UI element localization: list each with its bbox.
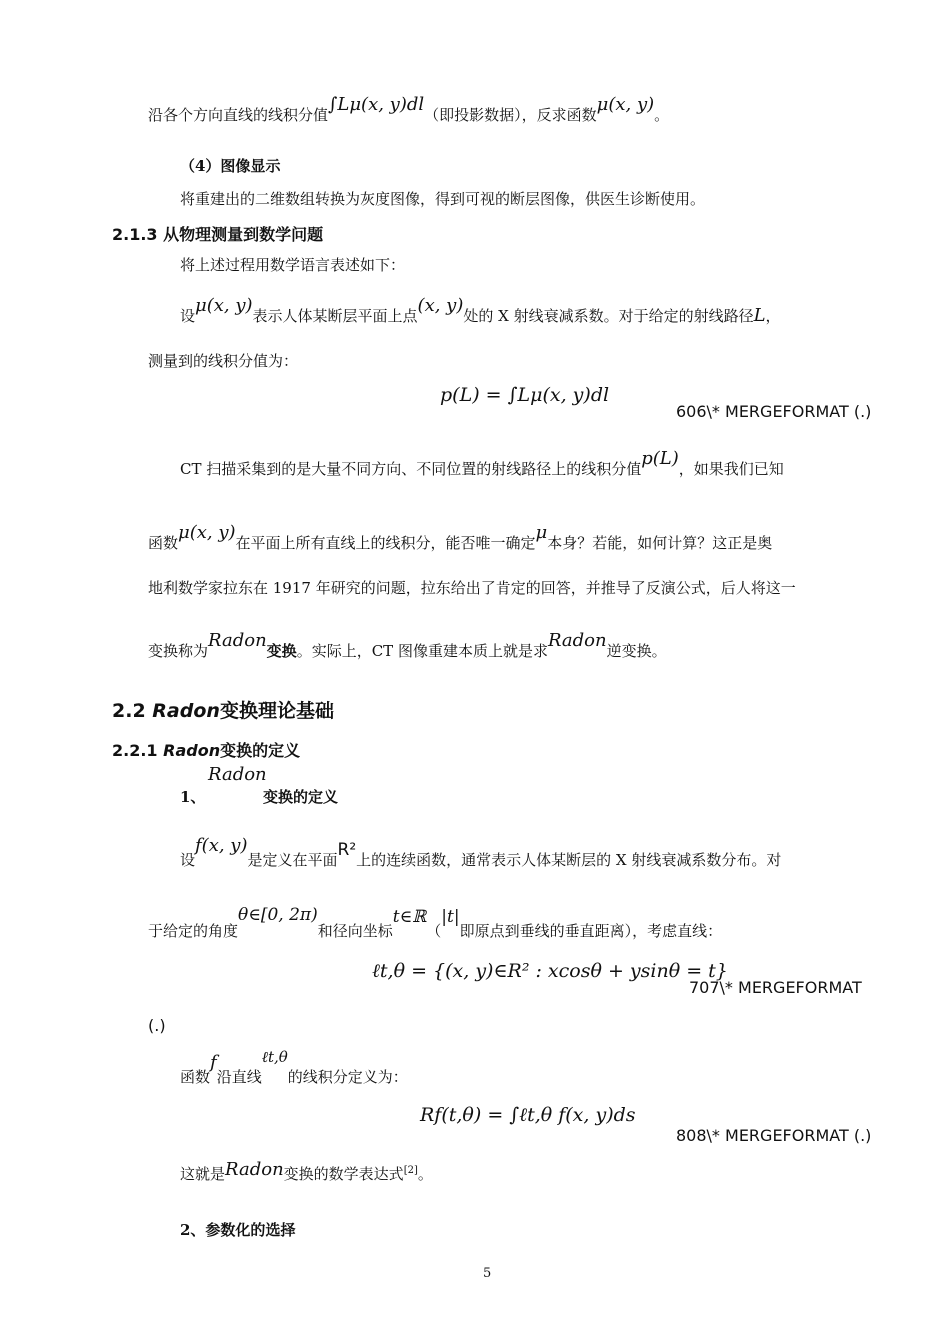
paragraph-line: 变换称为Radon变换。实际上，CT 图像重建本质上就是求Radon逆变换。 xyxy=(148,630,667,660)
item-1-text: 变换的定义 xyxy=(263,788,339,806)
p-of-L: p(L) xyxy=(641,448,679,469)
paragraph-line: 设f(x, y)是定义在平面R²上的连续函数，通常表示人体某断层的 X 射线衰减系数分布。对 xyxy=(180,835,782,869)
ell-t-theta: ℓt,θ xyxy=(261,1048,288,1066)
theta-range: θ∈[0, 2π) xyxy=(238,905,318,925)
section-intro: 将上述过程用数学语言表述如下： xyxy=(180,256,406,274)
paragraph-line: CT 扫描采集到的是大量不同方向、不同位置的射线路径上的线积分值p(L)，如果我们已知 xyxy=(180,448,784,478)
paragraph-line: 于给定的角度θ∈[0, 2π)和径向坐标t∈ℝ（|t|即原点到垂线的垂直距离），考虑直线： xyxy=(148,905,723,940)
citation-ref: [2] xyxy=(403,1165,418,1176)
equation-7: ℓt,θ = {(x, y)∈R² : xcosθ + ysinθ = t} xyxy=(372,960,728,982)
equation-6-number: 606\* MERGEFORMAT (.) xyxy=(676,402,872,421)
paragraph-line: 函数f沿直线ℓt,θ的线积分定义为： xyxy=(180,1048,408,1086)
step-4-text: 将重建出的二维数组转换为灰度图像，得到可视的断层图像，供医生诊断使用。 xyxy=(180,190,706,208)
plane-R2: R² xyxy=(337,840,357,860)
paragraph-line: 测量到的线积分值为： xyxy=(148,352,299,370)
item-2-label: 2、参数化的选择 xyxy=(180,1221,296,1239)
section-heading-2-1-3: 2.1.3 从物理测量到数学问题 xyxy=(112,225,324,244)
text-run: （即投影数据），反求函数 xyxy=(424,106,597,124)
mu-function: μ(x, y) xyxy=(195,295,253,316)
t-real: t∈ℝ xyxy=(392,907,427,927)
paragraph-line xyxy=(148,94,670,125)
path-L: L xyxy=(753,305,766,326)
radon-term: Radon xyxy=(208,630,267,651)
equation-7-number-wrap: (.) xyxy=(148,1016,166,1035)
equation-6: p(L) = ∫Lμ(x, y)dl xyxy=(440,384,610,406)
text-run: 。 xyxy=(654,106,670,124)
radon-term: Radon xyxy=(208,764,267,785)
text-run: 沿各个方向直线的线积分值 xyxy=(148,106,329,124)
abs-t: |t| xyxy=(441,907,460,927)
section-heading-2-2: 2.2 Radon变换理论基础 xyxy=(112,700,334,722)
step-4-label: （4）图像显示 xyxy=(180,157,281,175)
radon-term: Radon xyxy=(225,1159,284,1180)
equation-8-number: 808\* MERGEFORMAT (.) xyxy=(676,1126,872,1145)
paragraph-line: 地利数学家拉东在 1917 年研究的问题，拉东给出了肯定的回答，并推导了反演公式，后人将这一 xyxy=(148,579,796,597)
section-heading-2-2-1: 2.2.1 Radon变换的定义 xyxy=(112,741,301,760)
equation-7-number: 707\* MERGEFORMAT xyxy=(689,978,862,997)
paragraph-line: 函数μ(x, y)在平面上所有直线上的线积分，能否唯一确定μ本身？若能，如何计算？这正是奥 xyxy=(148,522,773,552)
item-1-label: 1、 xyxy=(180,788,206,806)
f-symbol: f xyxy=(210,1052,217,1073)
mu-function: μ(x, y) xyxy=(596,94,655,115)
paragraph-line: 设μ(x, y)表示人体某断层平面上点(x, y)处的 X 射线衰减系数。对于给定的射线路径L， xyxy=(180,295,781,326)
point-xy: (x, y) xyxy=(417,295,464,316)
paragraph-line: 这就是Radon变换的数学表达式[2]。 xyxy=(180,1159,433,1183)
mu-function: μ(x, y) xyxy=(178,522,236,543)
line-integral-formula: ∫Lμ(x, y)dl xyxy=(328,94,425,115)
mu-symbol: μ xyxy=(535,522,548,543)
f-function: f(x, y) xyxy=(195,835,248,856)
equation-8: Rf(t,θ) = ∫ℓt,θ f(x, y)ds xyxy=(420,1104,636,1126)
page-number: 5 xyxy=(483,1266,492,1281)
radon-term: Radon xyxy=(547,630,607,651)
